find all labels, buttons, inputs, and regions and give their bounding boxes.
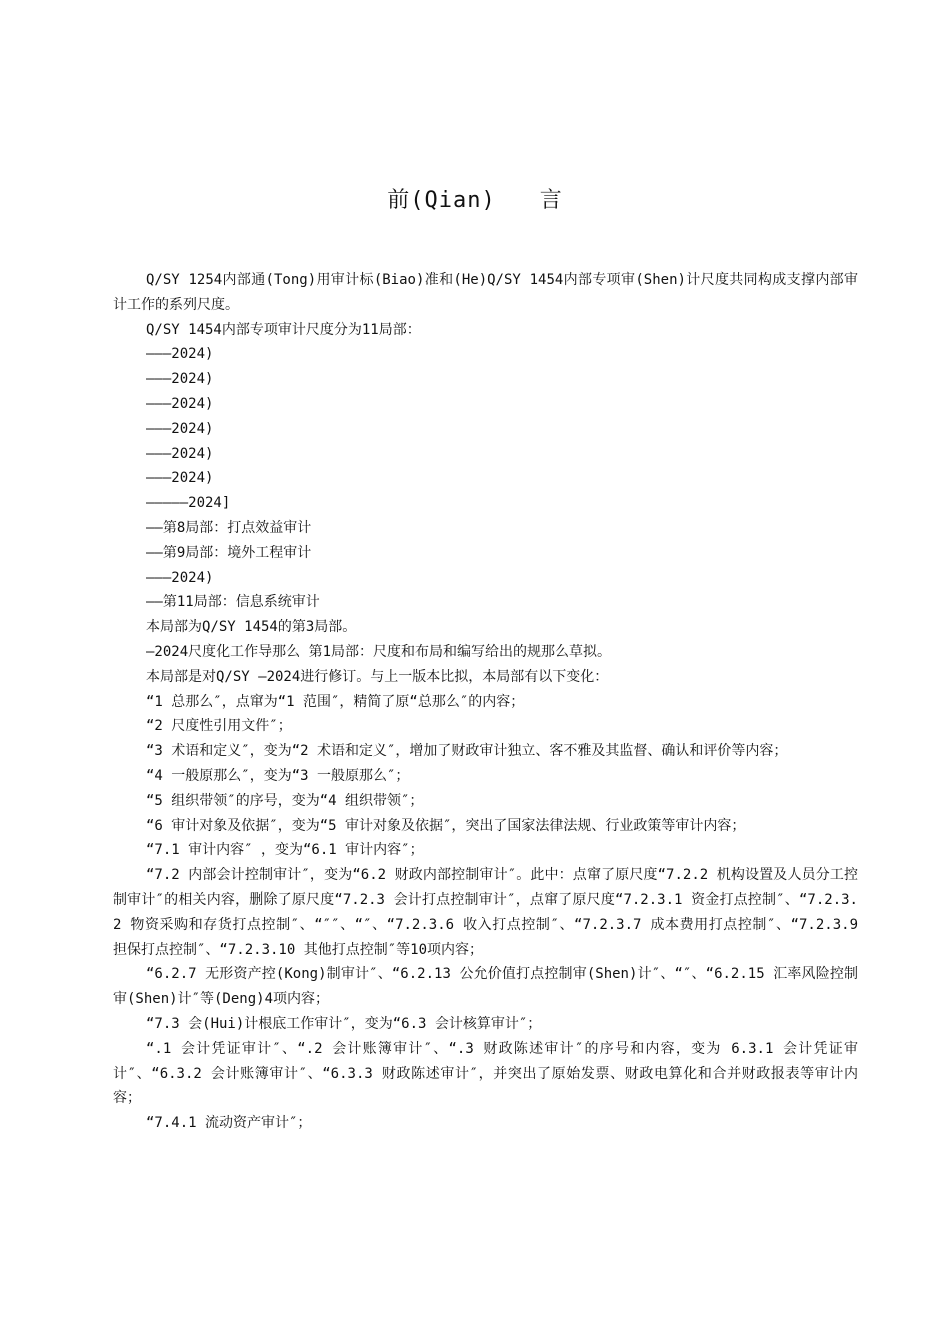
list-item: ———2024) [146, 470, 214, 487]
change-item: “6.2.7 无形资产控(Kong)制审计″、“6.2.13 公允价值打点控制审(Shen)计″、“″、“6.2.15 汇率风险控制审(Shen)计″等(Deng)4项内容； [113, 966, 858, 1008]
title-right: 言 [539, 188, 563, 213]
change-item: “7.3 会(Hui)计根底工作审计″，变为“6.3 会计核算审计″； [146, 1015, 542, 1032]
list-item: ———2024) [146, 445, 214, 462]
change-item: “6 审计对象及依据″，变为“5 审计对象及依据″，突出了国家法律法规、行业政策等审计内容； [146, 817, 746, 834]
change-item: “7.4.1 流动资产审计″； [146, 1115, 312, 1132]
list-item: ———2024) [146, 420, 214, 437]
list-item: ———2024) [146, 346, 214, 363]
change-item: “7.2 内部会计控制审计″，变为“6.2 财政内部控制审计″。此中：点窜了原尺度“7.2.2 机构设置及人员分工控制审计″的相关内容，删除了原尺度“7.2.3 会计打点控制审计″，点窜了原尺度“7.2.3.1 资金打点控制″、“7.2.3.2 物资采购和存货打点控制″、“″″、“″、“7.2.3.6 收入打点控制″、“7.2.3.7 成本费用打点控制″、“7.2.3.9 担保打点控制″、“7.2.3.10 其他打点控制″等10项内容； [113, 867, 858, 958]
paragraph: —2024尺度化工作导那么 第1局部：尺度和布局和编写给出的规那么草拟。 [146, 643, 611, 660]
title-left: 前(Qian) [387, 188, 496, 213]
list-item: ——第11局部：信息系统审计 [146, 594, 320, 611]
change-item: “1 总那么″，点窜为“1 范围″，精简了原“总那么″的内容； [146, 693, 525, 710]
list-item: ———2024) [146, 569, 214, 586]
list-item: ———2024) [146, 395, 214, 412]
list-item: ———2024) [146, 371, 214, 388]
change-item: “5 组织带领″的序号，变为“4 组织带领″； [146, 792, 424, 809]
list-item: —————2024] [146, 495, 231, 512]
change-item: “7.1 审计内容″ ，变为“6.1 审计内容″； [146, 842, 424, 859]
paragraph: 本局部是对Q/SY —2024进行修订。与上一版本比拟，本局部有以下变化： [146, 668, 609, 685]
document-body [113, 268, 858, 1136]
change-item: “.1 会计凭证审计″、“.2 会计账簿审计″、“.3 财政陈述审计″的序号和内容，变为 6.3.1 会计凭证审计″、“6.3.2 会计账簿审计″、“6.3.3 财政陈述审计″，并突出了原始发票、财政电算化和合并财政报表等审计内容； [113, 1040, 858, 1107]
list-item: ——第8局部：打点效益审计 [146, 519, 312, 536]
change-item: “4 一般原那么″，变为“3 一般原那么″； [146, 767, 410, 784]
list-item: ——第9局部：境外工程审计 [146, 544, 312, 561]
paragraph: Q/SY 1454内部专项审计尺度分为11局部： [146, 321, 421, 338]
change-item: “2 尺度性引用文件″； [146, 718, 292, 735]
paragraph: 本局部为Q/SY 1454的第3局部。 [146, 619, 357, 636]
change-item: “3 术语和定义″，变为“2 术语和定义″，增加了财政审计独立、客不雅及其监督、确认和评价等内容； [146, 743, 788, 760]
paragraph: Q/SY 1254内部通(Tong)用审计标(Biao)准和(He)Q/SY 1454内部专项审(Shen)计尺度共同构成支撑内部审计工作的系列尺度。 [113, 272, 858, 313]
page-title [0, 183, 950, 219]
